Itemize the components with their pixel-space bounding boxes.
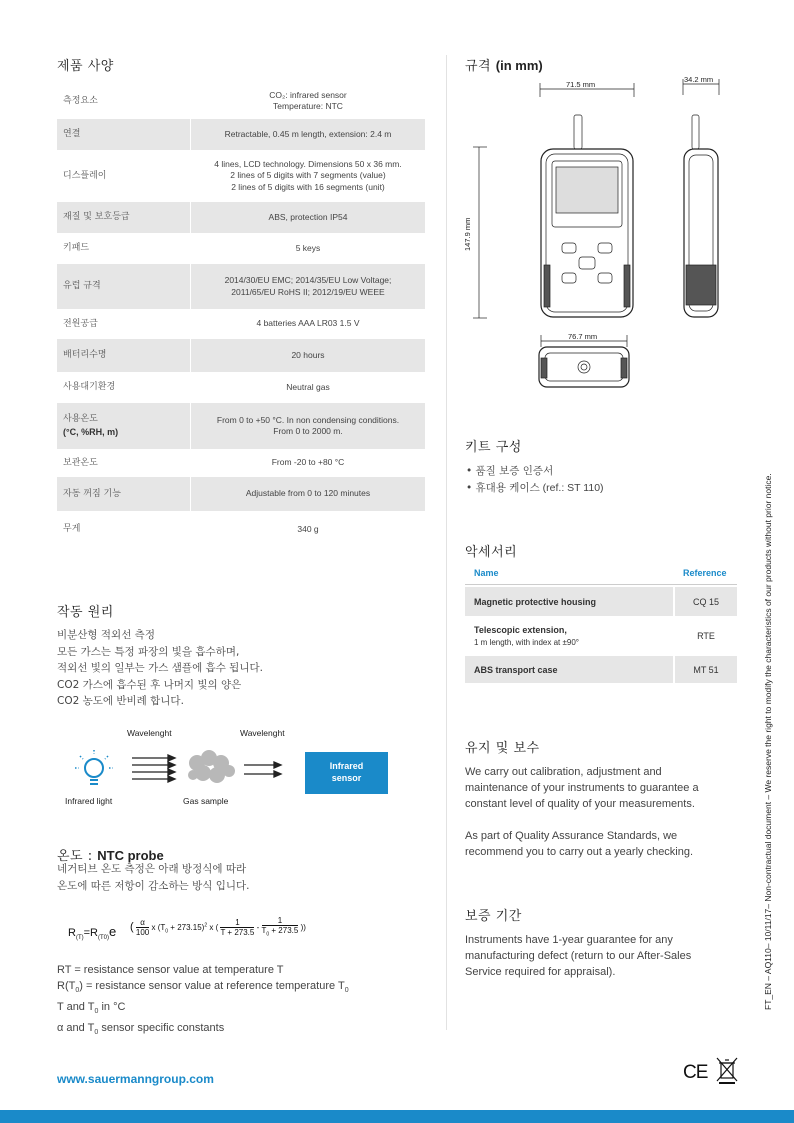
spec-value-line: Retractable, 0.45 m length, extension: 2.4 m <box>224 128 392 139</box>
ntc-formula <box>68 910 368 944</box>
formula-one: 1 <box>262 916 299 926</box>
ntc-title-ko: 온도 : <box>57 849 93 864</box>
spec-value-line: From 0 to +50 °C. In non condensing conditions. <box>216 414 400 425</box>
spec-value-line: 2 lines of 5 digits with 7 segments (value) <box>230 170 386 181</box>
dimension-depth-label: 34.2 mm <box>684 75 714 84</box>
maintenance-line: We carry out calibration, adjustment and <box>465 766 662 778</box>
accessory-name-sub: 1 m length, with index at ±90° <box>474 637 579 647</box>
sensor-label: sensor <box>331 773 362 783</box>
principle-line: 비분산형 적외선 측정 <box>57 629 155 641</box>
gas-sample-label: Gas sample <box>183 796 229 806</box>
ce-mark-icon: CE <box>683 1062 708 1083</box>
principle-line: 적외선 빛의 일부는 가스 샘플에 흡수 됩니다. <box>57 662 263 674</box>
spec-label-text: 유럽 규격 <box>63 281 101 291</box>
spec-label <box>57 523 190 536</box>
maintenance-line: maintenance of your instruments to guarantee a <box>465 782 699 794</box>
legend-sub: 0 <box>75 987 80 995</box>
spec-value-line: Temperature: NTC <box>273 101 343 111</box>
accessories-header-rule <box>465 584 737 585</box>
spec-label-text: 연결 <box>63 129 81 139</box>
principle-line: 모든 가스는 특정 파장의 빛을 흡수하며, <box>57 645 240 658</box>
ntc-legend-line <box>57 978 437 999</box>
maintenance-title: 유지 및 보수 <box>465 741 540 756</box>
accessories-header-name: Name <box>474 568 499 578</box>
spec-label-text: 무게 <box>63 524 81 534</box>
legend-sub: 0 <box>94 1008 99 1016</box>
kit-item: • 품질 보증 인증서 <box>466 465 554 477</box>
spec-row <box>57 403 425 449</box>
legend-part: R(T <box>57 980 76 992</box>
ntc-legend-line <box>57 999 437 1020</box>
accessories-title: 악세서리 <box>465 545 518 560</box>
formula-eq: =R <box>83 927 98 939</box>
formula-part: x ( <box>209 922 219 932</box>
maintenance-line: constant level of quality of your measurements. <box>465 798 695 810</box>
spec-value <box>191 350 425 362</box>
kit-item-en: (ref.: ST 110) <box>539 481 604 494</box>
ntc-line: 온도에 따른 저항이 감소하는 방식 입니다. <box>57 879 250 892</box>
formula-sup: 2 <box>204 922 208 929</box>
legend-part: in °C <box>98 1001 126 1014</box>
kit-item-ko: 품질 보증 인증서 <box>475 465 554 477</box>
legend-sub: 0 <box>344 987 349 995</box>
spec-label <box>57 170 190 183</box>
spec-value-line: CO₂: infrared sensor <box>269 89 347 100</box>
warranty-title: 보증 기간 <box>465 909 522 924</box>
spec-value <box>191 457 425 469</box>
spec-value-line: 5 keys <box>295 242 321 253</box>
spec-value <box>191 415 425 438</box>
warranty-line: Service required for appraisal). <box>465 966 616 978</box>
formula-part: x (T <box>151 922 166 932</box>
spec-label <box>57 280 190 293</box>
accessory-name-text: ABS transport case <box>474 664 558 675</box>
spec-value <box>191 129 425 141</box>
wavelength-label-2: Wavelenght <box>240 728 285 738</box>
warranty-line: manufacturing defect (return to our After-Sales <box>465 950 692 962</box>
spec-label-text: 측정요소 <box>63 95 98 106</box>
infrared-sensor-box <box>305 752 388 794</box>
arrows-group-2 <box>244 762 281 777</box>
ntc-text <box>57 861 437 894</box>
kit-item: • 휴대용 케이스 (ref.: ST 110) <box>466 481 604 494</box>
spec-row <box>57 309 425 339</box>
spec-label-text: 전원공급 <box>63 318 98 329</box>
formula-sub: 0 <box>266 931 270 938</box>
dimension-width-label: 71.5 mm <box>566 80 596 89</box>
spec-value <box>191 524 425 536</box>
kit-title: 키트 구성 <box>465 440 522 455</box>
maintenance-text <box>465 764 745 860</box>
accessory-name <box>465 624 673 649</box>
principle-text <box>57 627 437 710</box>
legend-part: α and T <box>57 1022 95 1035</box>
spec-value <box>191 488 425 500</box>
formula-r: R <box>68 927 76 939</box>
accessory-ref: RTE <box>697 631 715 641</box>
spec-label <box>57 211 190 224</box>
spec-value <box>191 318 425 330</box>
spec-label-text: 보관온도 <box>63 457 98 468</box>
dimensions-title-en: (in mm) <box>495 58 543 73</box>
principle-diagram <box>57 725 437 815</box>
spec-row <box>57 150 425 202</box>
spec-label <box>57 242 190 255</box>
spec-label <box>57 318 190 331</box>
formula-part: + 273.15) <box>170 922 205 932</box>
formula-den: T + 273.5 <box>220 928 255 938</box>
accessories-header-ref: Reference <box>683 568 727 578</box>
accessory-row <box>465 656 737 683</box>
spec-value-line: 4 batteries AAA LR03 1.5 V <box>256 318 360 329</box>
side-note: FT_EN – AQ110– 10/11/17– Non-contractual document – We reserve the right to modify the characteristics of our products without prior notice. <box>763 473 773 1010</box>
dimension-drawings <box>465 75 745 395</box>
ntc-line: 네거티브 온도 측정은 아래 방정식에 따라 <box>57 863 247 875</box>
formula-one: 1 <box>220 918 254 928</box>
spec-row <box>57 339 425 372</box>
accessory-ref: CQ 15 <box>692 596 719 607</box>
formula-sub: (T) <box>75 935 84 942</box>
spec-value-line: 4 lines, LCD technology. Dimensions 50 x 36 mm. <box>214 158 402 169</box>
spec-row <box>57 477 425 511</box>
spec-label-text: 자동 꺼짐 기능 <box>63 488 121 499</box>
spec-label <box>57 95 190 108</box>
spec-value-line: Adjustable from 0 to 120 minutes <box>245 488 371 499</box>
spec-row <box>57 83 425 119</box>
gas-sample-icon <box>188 750 235 783</box>
accessory-ref: MT 51 <box>693 664 719 675</box>
principle-line: CO2 가스에 흡수된 후 나머지 빛의 양은 <box>57 678 242 691</box>
spec-label-text: 디스플레이 <box>63 170 107 181</box>
spec-value <box>191 275 425 298</box>
spec-label <box>57 349 190 362</box>
spec-row <box>57 372 425 403</box>
weee-bin-icon <box>716 1057 738 1085</box>
spec-label-text: 배터리수명 <box>63 350 107 360</box>
spec-value <box>191 212 425 224</box>
spec-value-line: 2 lines of 5 digits with 16 segments (unit) <box>231 181 385 192</box>
spec-label-text: 사용온도 <box>63 414 98 424</box>
arrows-group-1 <box>132 755 175 782</box>
formula-minus: - <box>256 922 260 932</box>
spec-label <box>57 488 190 501</box>
spec-label-text: 키패드 <box>63 243 90 253</box>
accessory-row <box>465 616 737 656</box>
spec-label <box>57 381 190 394</box>
formula-hundred: 100 <box>135 928 150 938</box>
principle-title: 작동 원리 <box>57 605 114 620</box>
spec-value-line: Neutral gas <box>286 381 330 392</box>
spec-value-line: 20 hours <box>291 349 325 360</box>
spec-label-sub: (°C, %RH, m) <box>63 427 119 437</box>
spec-value-line: ABS, protection IP54 <box>268 211 348 222</box>
spec-value <box>191 382 425 394</box>
formula-e: e <box>109 924 117 939</box>
column-divider <box>446 55 447 1030</box>
legend-part: sensor specific constants <box>98 1022 225 1035</box>
dimension-height-label: 147.9 mm <box>463 217 472 251</box>
legend-part: T and T <box>57 1001 95 1014</box>
kit-item-ko: 휴대용 케이스 <box>475 481 540 494</box>
specs-title: 제품 사양 <box>57 59 114 74</box>
spec-value-line: From 0 to 2000 m. <box>273 426 343 436</box>
spec-label-text: 사용대기환경 <box>63 382 116 392</box>
footer-url[interactable]: www.sauermanngroup.com <box>57 1072 214 1086</box>
spec-row <box>57 119 425 150</box>
spec-row <box>57 511 425 548</box>
spec-label-text: 재질 및 보호등급 <box>63 212 130 222</box>
formula-close: )) <box>300 922 306 932</box>
kit-list <box>466 463 746 496</box>
spec-value <box>191 159 425 194</box>
accessory-row <box>465 587 737 616</box>
spec-row <box>57 233 425 264</box>
principle-line: CO2 농도에 반비례 합니다. <box>57 695 184 707</box>
spec-value <box>191 90 425 113</box>
dimensions-title-ko: 규격 <box>465 59 492 74</box>
wavelength-label-1: Wavelenght <box>127 728 172 738</box>
legend-sub: 0 <box>94 1029 99 1037</box>
spec-row <box>57 202 425 233</box>
formula-exponent: ( $\frac{\alpha}{100}$ x $(T_0 + 273.15)^2$ x ( $\frac{1}{T + 273.5}$ - $\frac{1}{T_0 + 273.5}$ )) <box>130 916 306 938</box>
maintenance-line: As part of Quality Assurance Standards, we <box>465 830 678 842</box>
ntc-title-en: NTC probe <box>97 848 164 863</box>
spec-value-line: 340 g <box>297 523 319 534</box>
spec-row <box>57 449 425 477</box>
spec-value-line: 2011/65/EU RoHS II; 2012/19/EU WEEE <box>231 286 385 297</box>
accessory-name-text: Magnetic protective housing <box>474 596 597 607</box>
formula-alpha: α <box>136 918 149 928</box>
spec-value-line: From -20 to +80 °C <box>271 457 345 468</box>
spec-row <box>57 264 425 309</box>
spec-label <box>57 457 190 470</box>
legend-part: ) = resistance sensor value at reference temperature T <box>79 980 345 992</box>
formula-sub: 0 <box>165 928 169 935</box>
infrared-light-label: Infrared light <box>65 796 113 806</box>
spec-value-line: 2014/30/EU EMC; 2014/35/EU Low Voltage; <box>224 275 392 285</box>
ntc-legend-line: RT = resistance sensor value at temperature T <box>57 964 284 976</box>
footer-bar <box>0 1110 794 1123</box>
sensor-label: Infrared <box>329 761 364 771</box>
dimensions-title <box>465 55 543 74</box>
formula-den: T <box>261 926 267 935</box>
ntc-legend <box>57 962 437 1042</box>
spec-label <box>57 128 190 141</box>
accessory-name <box>465 596 673 608</box>
lightbulb-icon <box>75 750 113 784</box>
maintenance-line: recommend you to carry out a yearly checking. <box>465 846 694 858</box>
spec-label <box>57 413 190 439</box>
formula-sub: (T0) <box>98 935 109 942</box>
warranty-text <box>465 932 745 980</box>
dimension-bottom-width-label: 76.7 mm <box>568 332 598 341</box>
formula-den: + 273.5 <box>271 926 299 935</box>
warranty-line: Instruments have 1-year guarantee for any <box>465 934 673 946</box>
accessory-name <box>465 664 673 676</box>
accessory-name-text: Telescopic extension, <box>474 624 567 635</box>
spec-value <box>191 243 425 255</box>
ntc-legend-line <box>57 1020 437 1041</box>
